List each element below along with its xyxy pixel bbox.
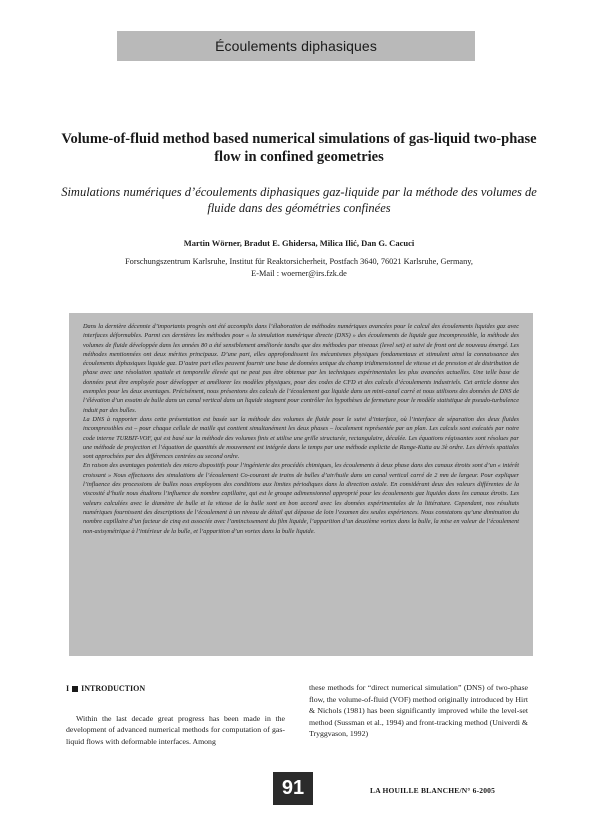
section-heading: INTRODUCTION	[81, 684, 146, 693]
affiliation: Forschungszentrum Karlsruhe, Institut für Reaktorsicherheit, Postfach 3640, 76021 Karlsruhe, Germany,	[125, 257, 473, 266]
intro-heading	[66, 683, 285, 695]
article-title: Volume-of-fluid method based numerical simulations of gas-liquid two-phase flow in confined geometries	[61, 131, 537, 165]
square-bullet-icon	[72, 686, 78, 692]
left-column	[66, 683, 285, 747]
article-subtitle: Simulations numériques d’écoulements diphasiques gaz-liquide par la méthode des volumes de fluide dans des géométries confinées	[61, 185, 537, 215]
section-header-band	[117, 31, 475, 61]
abstract-paragraph-3: En raison des avantages potentiels des micro dispositifs pour l’ingénierie des procédés chimiques, les écoulements à deux phase dans des canaux étroits sont d’un « intérêt croissant » Nous effectuons des simulations de l’écoulement Co-courant de trains de bulles d’air/huile dans un canal vertical carré de 2 mm de largeur. Pour expliquer l’influence des processions de bulles nous employons des conditions aux limites périodiques dans la direction axiale. En considérant deux des valeurs différentes de la viscosité d’huile nous étudions l’influence du nombre capillaire, qui est le groupe adimensionnel approprié pour les écoulements gaz liquides dans les canaux étroits. Les valeurs calculées avec le diamètre de bulle et la vitesse de la bulle sont en bon accord avec les données expérimentales de la littérature. Cependant, nos résultats numériques fournissent des descriptions de l’écoulement à un niveau de détail qui dépasse de loin l’examen des seules expériences. Nous constatons qu’une diminution du nombre capillaire d’un facteur de cinq est associée avec l’amincissement du film liquide, l’apparition d’un deuxième vortex dans la bulle, la mise en valeur de l’écoulement non-axisymétrique à l’intérieur de la bulle, et l’apparition d’un vortex dans la bulle liquide.	[83, 462, 519, 535]
email: E-Mail : woerner@irs.fzk.de	[251, 268, 347, 278]
section-title: Écoulements diphasiques	[215, 38, 377, 54]
authors: Martin Wörner, Bradut E. Ghidersa, Milica Ilić, Dan G. Cacuci	[183, 238, 415, 248]
affiliation-block	[60, 256, 538, 279]
abstract-box	[69, 313, 533, 656]
journal-name: LA HOUILLE BLANCHE/N° 6-2005	[370, 786, 496, 795]
right-column	[309, 682, 528, 740]
section-number: I	[66, 684, 70, 693]
intro-left-text: Within the last decade great progress has been made in the development of advanced numerical methods for computation of gas-liquid flows with deformable interfaces. Among	[66, 713, 285, 746]
page-number: 91	[273, 772, 313, 805]
intro-right-text: these methods for “direct numerical simulation” (DNS) of two-phase flow, the volume-of-fluid (VOF) method originally introduced by Hirt & Nichols (1981) has been significantly improved while the level-set method (Sussman et al., 1994) and front-tracking method (Univerdi & Tryggvason, 1992)	[309, 683, 528, 739]
abstract-paragraph-2: La DNS à rapporter dans cette présentation est basée sur la méthode des volumes de fluide pour le suivi d’interface, où l’interface de séparation des deux fluides incompressibles est – pour chaque cellule de maille qui contient simultanément les deux phases – localement représentée par un plan. Les calculs sont exécutés par notre code interne TURBIT-VOF, qui est basé sur la méthode des volumes finis et utilise une grille structurée, rectangulaire, décalée. Les équations régissantes sont résolues par une méthode de projection et l’équation de quantités de mouvement est intégrée dans le temps par une méthode explicite de Runge-Kutta au 3è ordre. Les dérivés spatiales sont approchées par des différences centrées au second ordre.	[83, 415, 519, 461]
abstract-paragraph-1: Dans la dernière décennie d’importants progrès ont été accomplis dans l’élaboration de méthodes numériques avancées pour le calcul des écoulements liquides gaz avec interfaces déformables. Parmi ces dernières les méthodes pour « la simulation numérique directe (DNS) » des écoulements de liquide gaz incompressible, la méthode des volumes de fluide développée dans les années 80 a été sensiblement améliorée tandis que des méthodes par niveaux (level set) et suivi de front ont de nouveau émergé. Les méthodes mentionnées ont deux mérites principaux. D’une part, elles approfondissent les mécanismes physiques fondamentaux et stimulent ainsi la connaissance des écoulements diphasiques liquide gaz. D’autre part elles peuvent fournir une base de données unique du champ tridimensionnel de vitesse et de pression et de distribution de phase avec une résolution spatiale et temporelle élevée qui ne peut pas être obtenue par les techniques expérimentales les plus avancées actuelles. Une telle base de données peut être employée pour développer et améliorer les modèles physiques, pour des codes de CFD et des calculs d’écoulements industriels. Cet article donne des exemples pour les deux avantages. Précisément, nous présentons des calculs de l’écoulement gaz liquide dans un mini-canal carré et nous utilisons des données de DNS de l’élévation d’un essaim de bulle dans un canal vertical dans un liquide stagnant pour contrôler les hypothèses de fermeture pour le modèle statistique de pseudo-turbulence induit par des bulles.	[83, 323, 519, 414]
